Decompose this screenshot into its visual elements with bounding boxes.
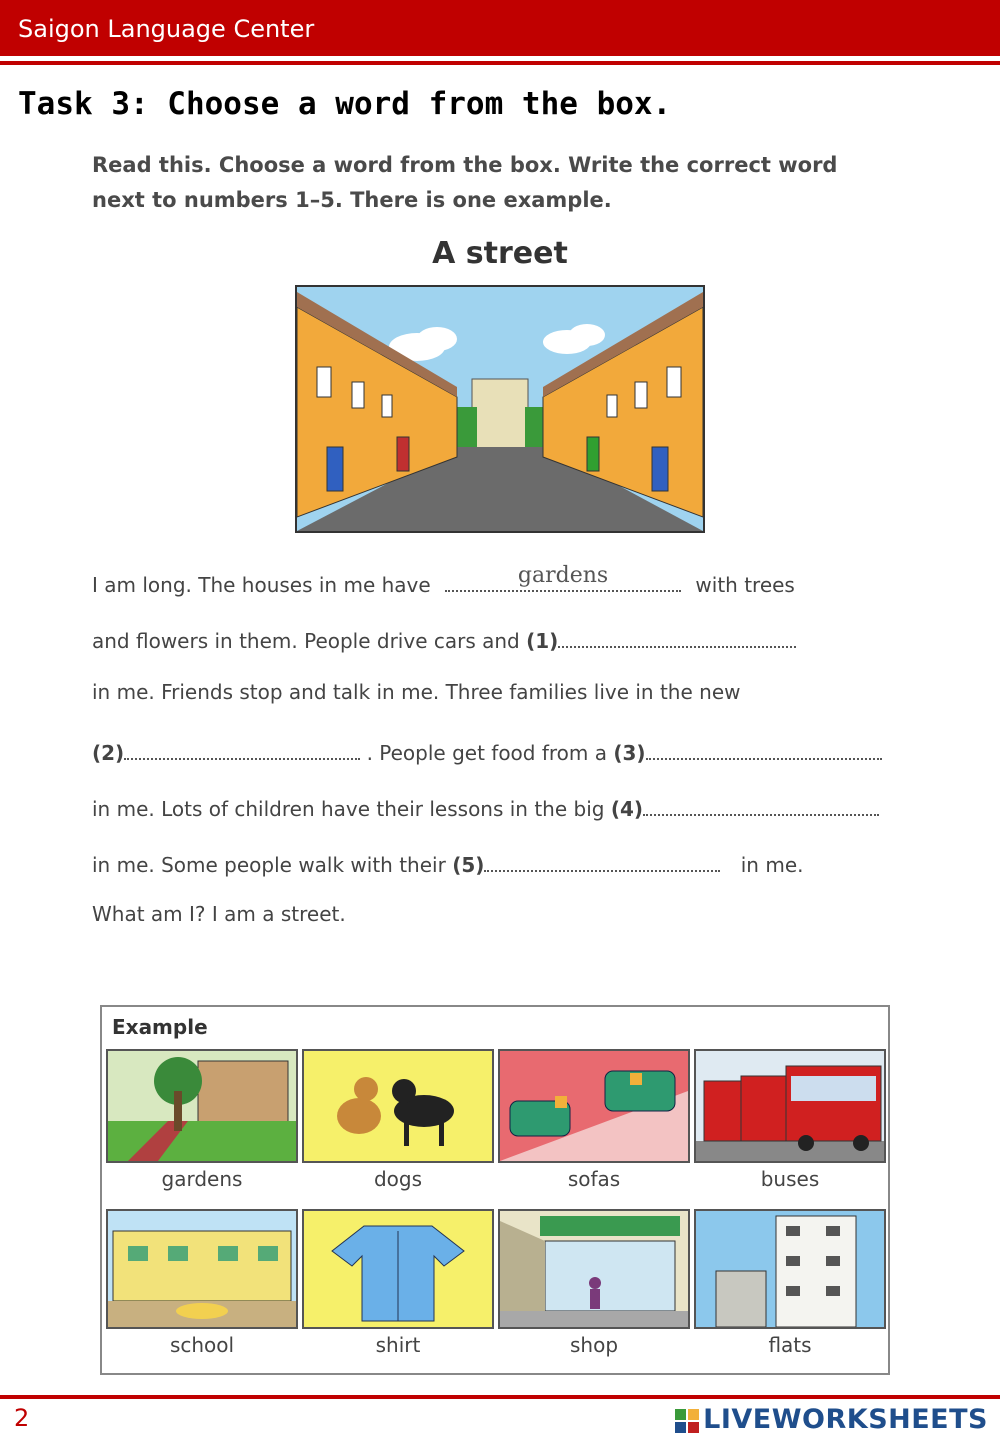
word-card-school [106, 1209, 298, 1357]
passage-line-6 [92, 848, 803, 877]
footer-divider [0, 1395, 1000, 1399]
word-label: buses [760, 1167, 820, 1191]
example-answer: gardens [517, 563, 609, 588]
word-card-sofas [498, 1049, 690, 1191]
task-title: Task 3: Choose a word from the box. [18, 86, 672, 122]
word-card-buses [694, 1049, 886, 1191]
blank-number-1: (1) [526, 629, 559, 653]
answer-blank-3[interactable] [646, 736, 882, 760]
passage-text: with trees [695, 573, 795, 597]
blank-number-3: (3) [613, 741, 646, 765]
blank-number-2: (2) [92, 741, 125, 765]
answer-blank-1[interactable] [558, 624, 796, 648]
passage-line-1 [92, 563, 795, 597]
buses-picture [694, 1049, 886, 1163]
passage-text: in me. [740, 853, 804, 877]
instructions-line-1: Read this. Choose a word from the box. Write the correct word [92, 153, 838, 177]
header-bar [0, 0, 1000, 56]
word-card-shirt [302, 1209, 494, 1357]
example-blank [445, 563, 681, 592]
word-label: dogs [373, 1167, 423, 1191]
flats-picture [694, 1209, 886, 1329]
answer-blank-4[interactable] [643, 792, 879, 816]
blank-number-4: (4) [610, 797, 644, 821]
word-label: sofas [567, 1167, 621, 1191]
blank-number-5: (5) [452, 853, 485, 877]
passage-title: A street [432, 236, 568, 271]
passage-line-3: in me. Friends stop and talk in me. Three families live in the new [92, 680, 741, 704]
word-label: flats [768, 1333, 812, 1357]
word-label: school [169, 1333, 235, 1357]
passage-line-7: What am I? I am a street. [92, 902, 346, 926]
passage-line-4 [92, 736, 882, 765]
liveworksheets-logo [675, 1404, 988, 1435]
instructions [92, 148, 892, 218]
word-label: gardens [161, 1167, 243, 1191]
word-label: shirt [375, 1333, 421, 1357]
passage-line-2 [92, 624, 796, 653]
word-box [100, 1005, 890, 1375]
word-label: shop [569, 1333, 619, 1357]
dogs-picture [302, 1049, 494, 1163]
street-illustration [295, 285, 705, 533]
liveworksheets-logo-icon [675, 1409, 699, 1433]
answer-blank-5[interactable] [484, 848, 720, 872]
header-divider [0, 61, 1000, 65]
answer-blank-2[interactable] [124, 736, 360, 760]
school-picture [106, 1209, 298, 1329]
word-card-dogs [302, 1049, 494, 1191]
shop-picture [498, 1209, 690, 1329]
word-card-flats [694, 1209, 886, 1357]
sofas-picture [498, 1049, 690, 1163]
passage-text: and flowers in them. People drive cars and [92, 629, 520, 653]
brand-text: LIVEWORKSHEETS [703, 1404, 988, 1435]
gardens-picture [106, 1049, 298, 1163]
shirt-picture [302, 1209, 494, 1329]
passage-text: I am long. The houses in me have [92, 573, 431, 597]
center-name: Saigon Language Center [18, 15, 315, 43]
word-card-shop [498, 1209, 690, 1357]
passage-text: in me. Lots of children have their lessons in the big [92, 797, 605, 821]
instructions-line-2: next to numbers 1–5. There is one example. [92, 188, 612, 212]
word-card-gardens [106, 1049, 298, 1191]
example-label: Example [112, 1015, 208, 1039]
page-number: 2 [14, 1404, 30, 1432]
passage-text: . People get food from a [366, 741, 608, 765]
passage-line-5 [92, 792, 879, 821]
passage-text: in me. Some people walk with their [92, 853, 446, 877]
